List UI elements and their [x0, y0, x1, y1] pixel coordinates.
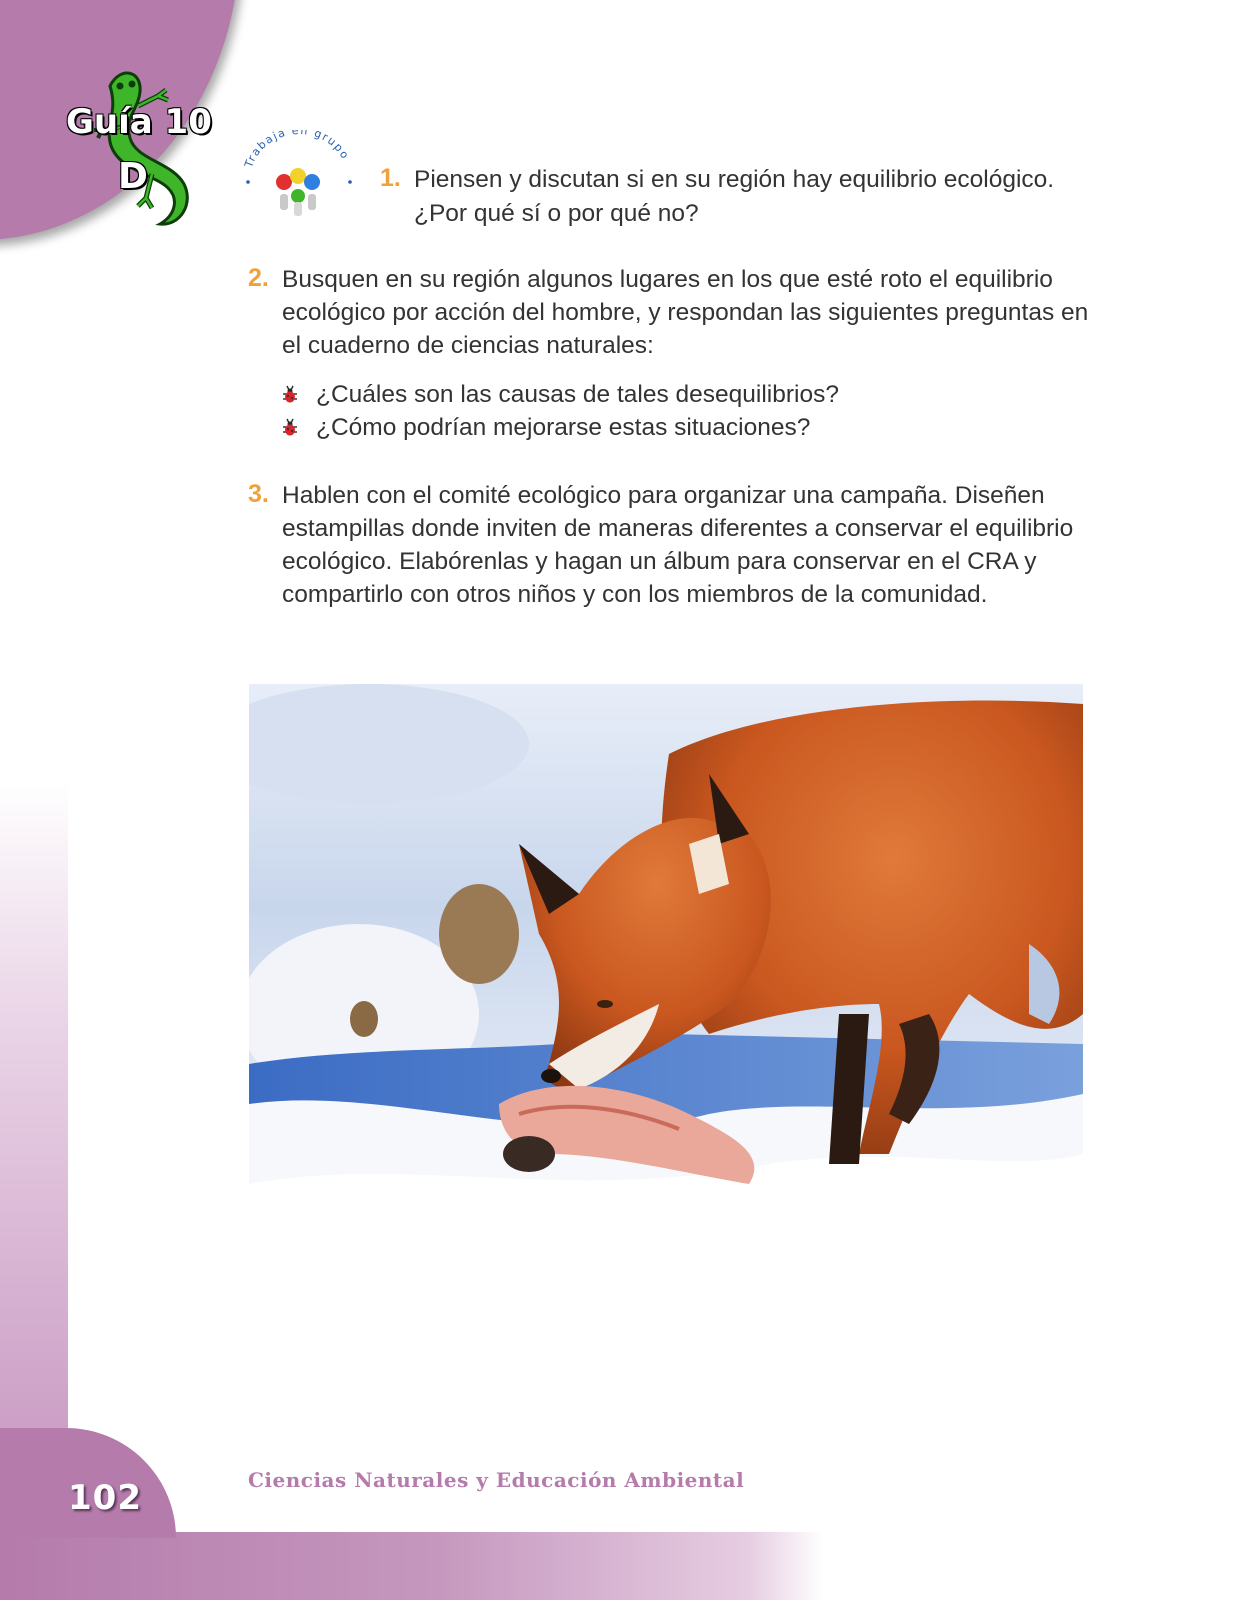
activity-1-line-2: ¿Por qué sí o por qué no? — [414, 200, 699, 227]
activity-2-number: 2. — [248, 264, 269, 292]
activity-2-line-3: el cuaderno de ciencias naturales: — [282, 332, 654, 359]
page-number: 102 — [68, 1478, 142, 1518]
bullet-text: ¿Cuáles son las causas de tales desequilibrios? — [316, 381, 839, 408]
activity-1-number: 1. — [380, 164, 401, 192]
group-badge-text: Trabaja en grupo — [242, 130, 353, 170]
book-title: Ciencias Naturales y Educación Ambiental — [248, 1468, 745, 1492]
lizard-icon — [80, 66, 220, 236]
ladybug-icon — [280, 384, 300, 404]
fox-in-snow-photo — [249, 684, 1083, 1240]
activity-3-number: 3. — [248, 480, 269, 508]
activity-2-line-2: ecológico por acción del hombre, y respondan las siguientes preguntas en — [282, 299, 1089, 326]
activity-2-line-1: Busquen en su región algunos lugares en los que esté roto el equilibrio — [282, 266, 1053, 293]
activity-3-line-3: ecológico. Elabórenlas y hagan un álbum para conservar en el CRA y — [282, 548, 1037, 575]
ladybug-icon — [280, 417, 300, 437]
svg-text:Trabaja en grupo — [242, 130, 352, 170]
group-work-badge — [240, 130, 358, 230]
activity-1-line-1: Piensen y discutan si en su región hay equilibrio ecológico. — [414, 166, 1055, 193]
bottom-gradient-band — [0, 1532, 1248, 1600]
activity-3-line-4: compartirlo con otros niños y con los miembros de la comunidad. — [282, 581, 988, 608]
activity-3-line-2: estampillas donde inviten de maneras diferentes a conservar el equilibrio — [282, 515, 1074, 542]
guide-label: Guía 10 — [66, 102, 212, 142]
guide-letter: D — [118, 156, 148, 197]
group-puzzle-icon — [276, 168, 320, 216]
activity-3-line-1: Hablen con el comité ecológico para organizar una campaña. Diseñen — [282, 482, 1045, 509]
bullet-text: ¿Cómo podrían mejorarse estas situaciones? — [316, 414, 811, 441]
